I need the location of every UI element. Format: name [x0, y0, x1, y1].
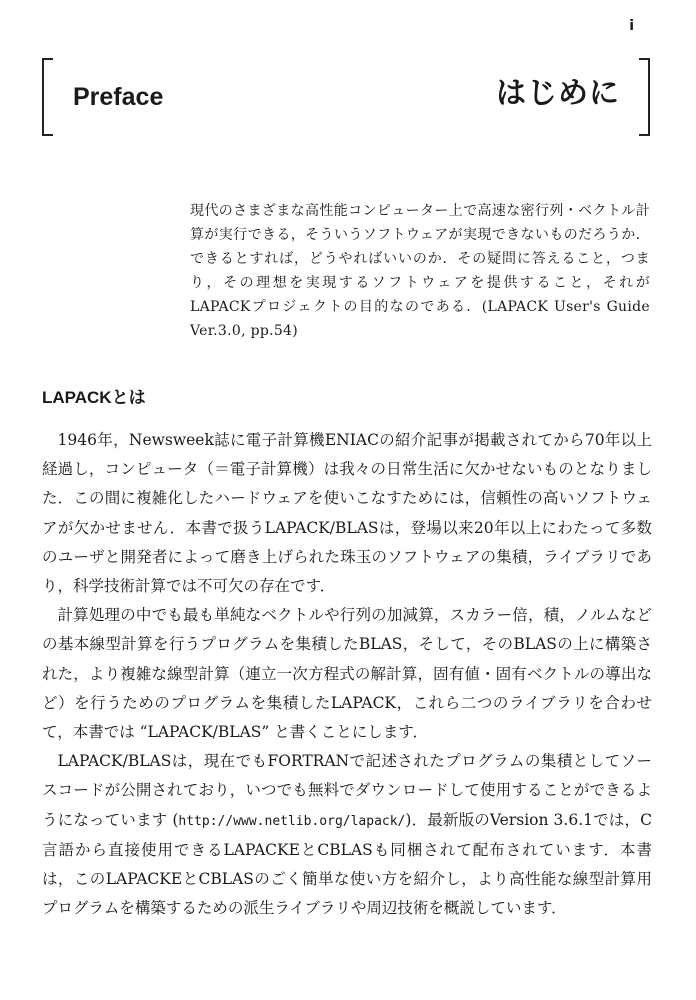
epigraph-quote: 現代のさまざまな高性能コンピューター上で高速な密行列・ベクトル計算が実行できる，そういうソフトウェアが実現できないものだろうか．できるとすれば，どうやればいいのか．その疑問に答えること，つまり，その理想を実現するソフトウェアを提供すること，それがLAPACKプロジェクトの目的なのである．(LAPACK User's Guide Ver.3.0, pp.54) [190, 203, 650, 339]
right-bracket-decoration [639, 58, 650, 136]
paragraph-2: 計算処理の中でも最も単純なベクトルや行列の加減算，スカラー倍，積，ノルムなどの基本線型計算を行うプログラムを集積したBLAS，そして，そのBLASの上に構築された，より複雑な線型計算（連立一次方程式の解計算，固有値・固有ベクトルの導出など）を行うためのプログラムを集積したLAPACK，これら二つのライブラリを合わせて，本書では “LAPACK/BLAS” と書くことにします． [42, 606, 652, 742]
page-number: i [629, 18, 634, 34]
netlib-url-link[interactable]: http://www.netlib.org/lapack/ [178, 813, 406, 829]
body-text [42, 426, 652, 923]
chapter-title-frame [42, 58, 650, 134]
paragraph-3-before: LAPACK/BLASは，現在でもFORTRANで記述されたプログラムの集積としてソースコードが公開されており，いつでも無料でダウンロードして使用することができるようになっています ( [42, 752, 652, 829]
chapter-title-english: Preface [73, 83, 164, 111]
paragraph-1: 1946年，Newsweek誌に電子計算機ENIACの紹介記事が掲載されてから70年以上経過し，コンピュータ（＝電子計算機）は我々の日常生活に欠かせないものとなりました．この間に複雑化したハードウェアを使いこなすためには，信頼性の高いソフトウェアが欠かせません．本書で扱うLAPACK/BLASは，登場以来20年以上にわたって多数のユーザと開発者によって磨き上げられた珠玉のソフトウェアの集積，ライブラリであり，科学技術計算では不可欠の存在です． [42, 431, 652, 596]
paragraph-3-after: )．最新版のVersion 3.6.1では，C言語から直接使用できるLAPACKEとCBLASも同梱されて配布されています．本書は，このLAPACKEとCBLASのごく簡単な使い方を紹介し，より高性能な線型計算用プログラムを構築するための派生ライブラリや周辺技術を概説しています． [42, 810, 652, 918]
chapter-title-japanese: はじめに [496, 76, 620, 111]
paragraph-3 [42, 747, 652, 923]
section-heading: LAPACKとは [42, 388, 146, 407]
left-bracket-decoration [42, 58, 53, 136]
